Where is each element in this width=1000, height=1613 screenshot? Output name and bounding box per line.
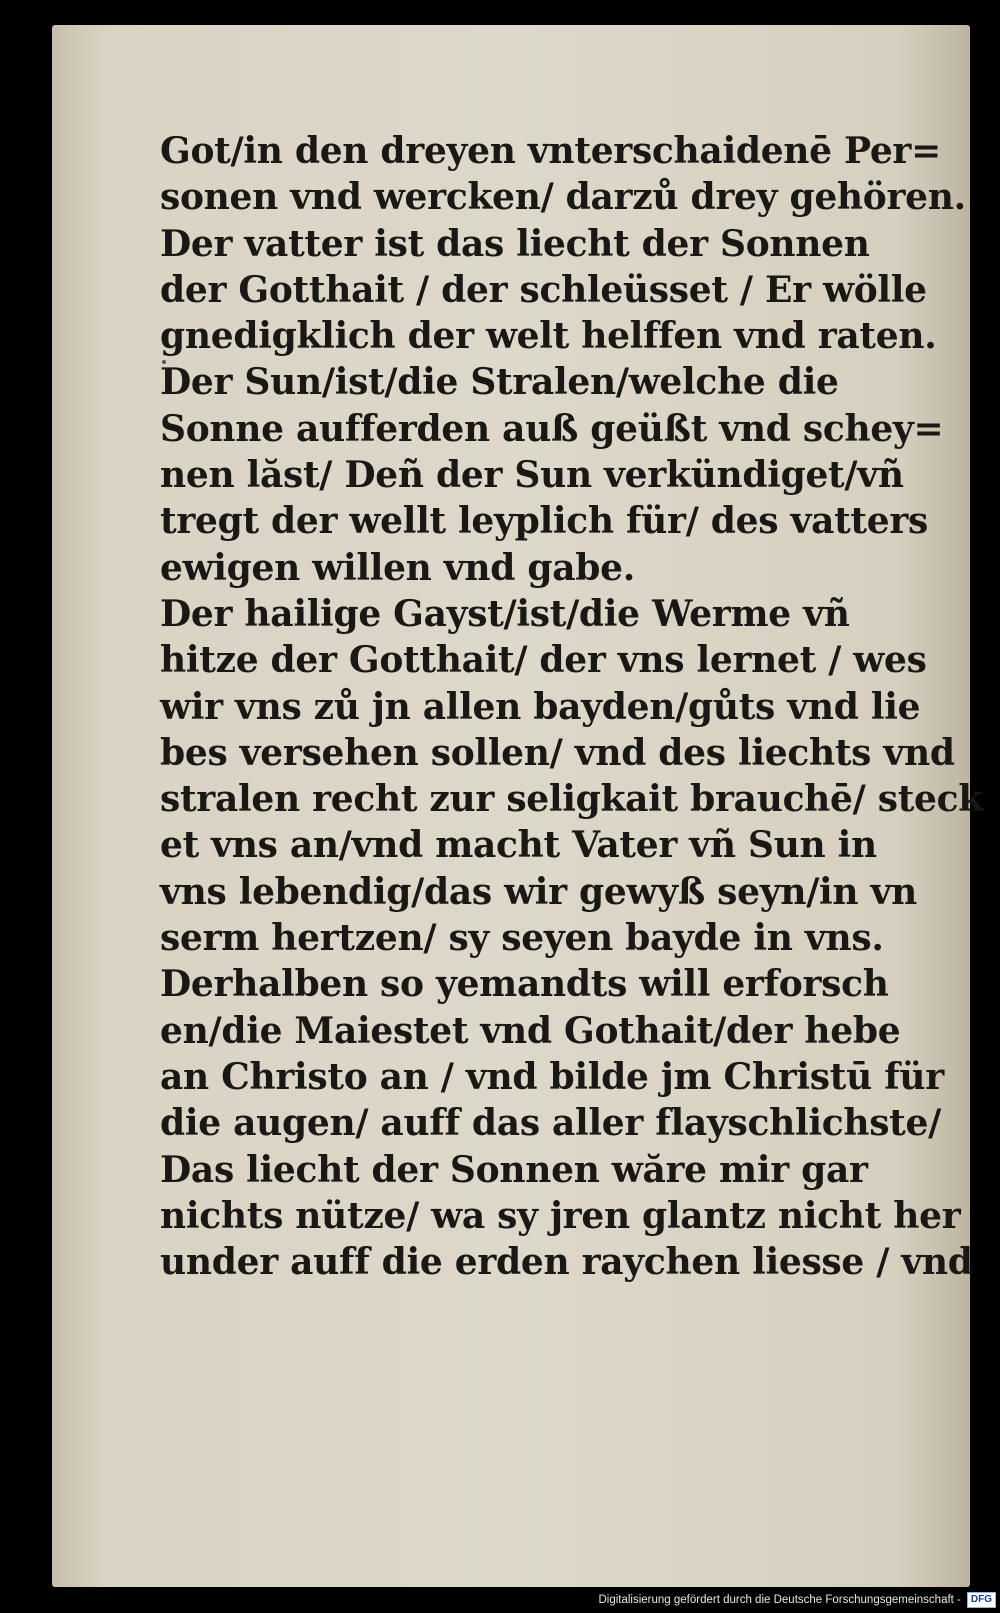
text-line: Das liecht der Sonnen wăre mir gar [160,1148,868,1191]
text-line: sonen vnd wercken/ darzů drey gehören. [160,176,966,219]
text-line: nen lăst/ Deñ der Sun verkündiget/vñ [160,454,904,497]
text-line: die augen/ auff das aller flayschlichste/ [160,1102,941,1145]
text-line: en/die Maiestet vnd Gothait/der hebe [160,1009,901,1052]
text-line: Sonne aufferden auß geüßt vnd schey= [160,407,944,450]
text-line: gnedigklich der welt helffen vnd raten. [160,315,937,358]
text-line: bes versehen sollen/ vnd des liechts vnd [160,731,955,774]
text-line: ewigen willen vnd gabe. [160,546,635,589]
funding-notice: Digitalisierung gefördert durch die Deutsche Forschungsgemeinschaft - [598,1594,961,1606]
text-line: stralen recht zur seligkait brauchē/ steck [160,778,983,821]
text-line: wir vns zů jn allen bayden/gůts vnd lie [160,685,921,728]
text-line: tregt der wellt leyplich für/ des vatters [160,500,928,543]
text-line: vns lebendig/das wir gewyß seyn/in vn [160,870,918,913]
text-line: an Christo an / vnd bilde jm Christū für [160,1055,944,1098]
text-line: Der Sun/ist/die Stralen/welche die [160,361,839,404]
text-line: Derhalben so yemandts will erforsch [160,963,889,1006]
text-line: Der hailige Gayst/ist/die Werme vñ [160,592,850,635]
text-line: der Gotthait / der schleüsset / Er wölle [160,268,927,311]
page-text [160,128,983,1285]
funding-footer [598,1589,996,1611]
text-line: Der vatter ist das liecht der Sonnen [160,222,870,265]
text-line: under auff die erden raychen liesse / vnd [160,1241,973,1284]
text-line: hitze der Gotthait/ der vns lernet / wes [160,639,927,682]
dfg-logo: DFG [967,1592,996,1608]
text-line: serm hertzen/ sy seyen bayde in vns. [160,917,884,960]
text-line: nichts nütze/ wa sy jren glantz nicht her [160,1194,961,1237]
text-line: Got/in den dreyen vnterschaidenē Per= [160,130,941,172]
text-line: et vns an/vnd macht Vater vñ Sun in [160,824,877,867]
